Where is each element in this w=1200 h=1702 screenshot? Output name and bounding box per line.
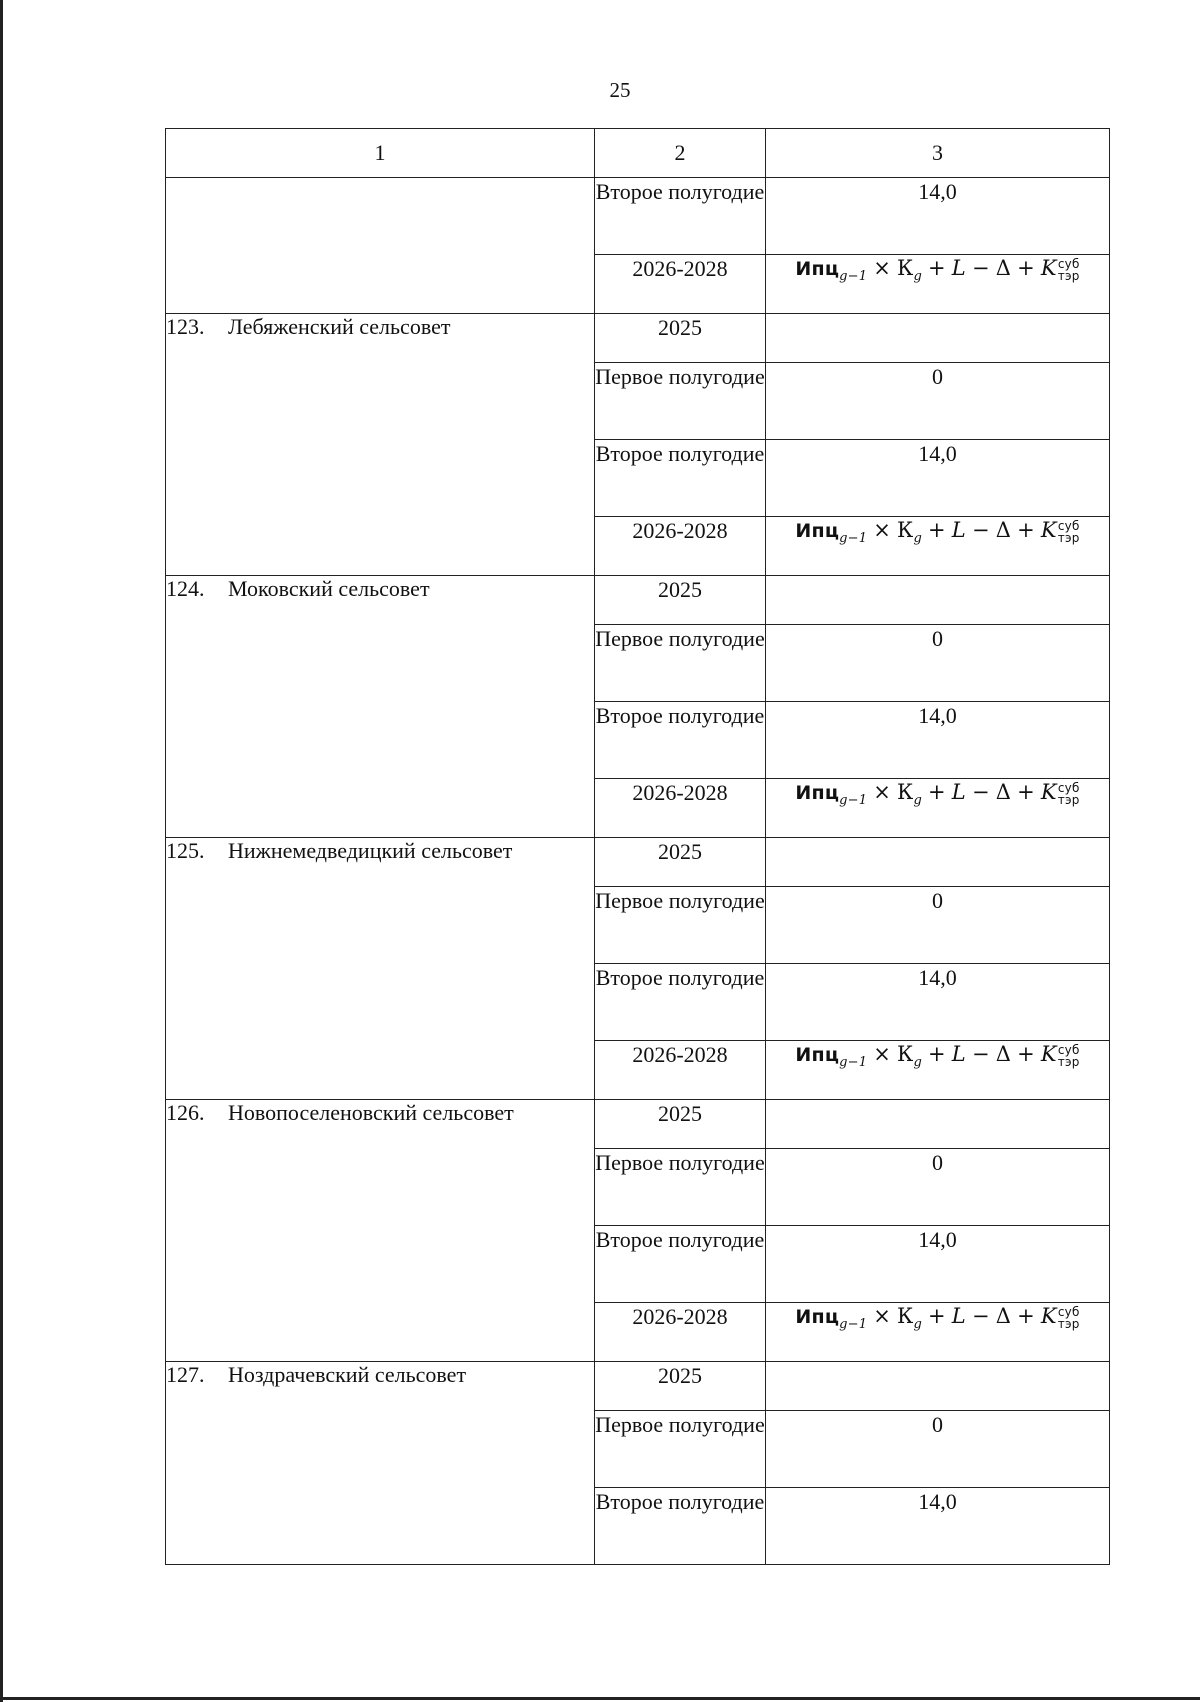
growth-formula xyxy=(795,1304,1079,1332)
formula-base-sub: g−1 xyxy=(839,531,868,546)
continuation-name-cell xyxy=(166,178,595,314)
formula-plus-2: + xyxy=(1017,1042,1035,1066)
formula-plus: + xyxy=(927,256,946,280)
formula-k-sub: g xyxy=(913,1317,922,1332)
formula-times: × xyxy=(873,1042,891,1066)
formula-base: Ипц xyxy=(795,1044,840,1066)
formula-kter: K xyxy=(1040,780,1057,804)
formula-kter-indices xyxy=(1058,782,1080,806)
formula-kter-sup: суб xyxy=(1057,519,1080,534)
period-cell: 2026-2028 xyxy=(595,255,766,314)
period-cell: Второе полугодие xyxy=(595,702,766,779)
formula-kter-sup: суб xyxy=(1057,1043,1080,1058)
growth-formula xyxy=(795,1042,1079,1070)
formula-delta: Δ xyxy=(995,1304,1012,1328)
formula-minus: − xyxy=(971,780,990,804)
formula-kter: K xyxy=(1040,1304,1057,1328)
period-cell: Второе полугодие xyxy=(595,1226,766,1303)
settlement-number: 125. xyxy=(166,838,205,863)
period-cell: Первое полугодие xyxy=(595,1149,766,1226)
growth-formula xyxy=(795,518,1079,546)
settlement-name: Новопоселеновский сельсовет xyxy=(228,1100,514,1125)
formula-k-sub: g xyxy=(913,1055,922,1070)
formula-kter-sup: суб xyxy=(1057,1305,1080,1320)
period-cell: 2025 xyxy=(595,1100,766,1149)
table-row xyxy=(166,178,1110,255)
formula-minus: − xyxy=(971,256,990,280)
settlement-name: Моковский сельсовет xyxy=(228,576,430,601)
value-cell xyxy=(766,1100,1110,1149)
formula-base: Ипц xyxy=(795,1306,840,1328)
formula-plus: + xyxy=(927,780,946,804)
formula-k: К xyxy=(897,1304,914,1328)
formula-base: Ипц xyxy=(795,782,840,804)
formula-kter-sub: тэр xyxy=(1057,1317,1080,1332)
period-cell: 2025 xyxy=(595,838,766,887)
period-cell: 2025 xyxy=(595,314,766,363)
formula-times: × xyxy=(873,518,891,542)
formula-minus: − xyxy=(971,518,990,542)
value-cell: 14,0 xyxy=(766,440,1110,517)
header-col-2: 2 xyxy=(595,129,766,178)
tariff-table xyxy=(165,128,1110,1565)
period-cell: Первое полугодие xyxy=(595,887,766,964)
table-row xyxy=(166,1362,1110,1411)
formula-base-sub: g−1 xyxy=(839,269,868,284)
formula-kter: K xyxy=(1040,256,1057,280)
period-cell: 2026-2028 xyxy=(595,1041,766,1100)
settlement-name-cell xyxy=(166,1362,595,1565)
settlement-name: Лебяженский сельсовет xyxy=(228,314,451,339)
formula-cell xyxy=(766,517,1110,576)
settlement-name-cell xyxy=(166,1100,595,1362)
formula-kter-indices xyxy=(1058,520,1080,544)
formula-plus-2: + xyxy=(1017,518,1035,542)
settlement-number: 124. xyxy=(166,576,205,601)
value-cell: 0 xyxy=(766,625,1110,702)
formula-plus: + xyxy=(927,1304,946,1328)
formula-times: × xyxy=(873,1304,891,1328)
growth-formula xyxy=(795,256,1079,284)
value-cell: 0 xyxy=(766,1411,1110,1488)
formula-l: L xyxy=(951,780,966,804)
period-cell: 2025 xyxy=(595,576,766,625)
value-cell: 0 xyxy=(766,1149,1110,1226)
formula-k: К xyxy=(897,518,914,542)
formula-cell xyxy=(766,255,1110,314)
formula-base-sub: g−1 xyxy=(839,793,868,808)
formula-times: × xyxy=(873,256,891,280)
period-cell: Второе полугодие xyxy=(595,964,766,1041)
value-cell xyxy=(766,838,1110,887)
formula-delta: Δ xyxy=(995,1042,1012,1066)
formula-k: К xyxy=(897,780,914,804)
formula-kter-indices xyxy=(1058,1306,1080,1330)
formula-times: × xyxy=(873,780,891,804)
table-row xyxy=(166,576,1110,625)
formula-kter-sub: тэр xyxy=(1057,531,1080,546)
formula-plus: + xyxy=(927,518,946,542)
value-cell xyxy=(766,314,1110,363)
value-cell: 14,0 xyxy=(766,702,1110,779)
table-row xyxy=(166,1100,1110,1149)
period-cell: Второе полугодие xyxy=(595,1488,766,1565)
formula-kter-sub: тэр xyxy=(1057,793,1080,808)
formula-k-sub: g xyxy=(913,269,922,284)
formula-l: L xyxy=(951,1042,966,1066)
period-cell: 2026-2028 xyxy=(595,517,766,576)
settlement-name-cell xyxy=(166,314,595,576)
formula-l: L xyxy=(951,1304,966,1328)
settlement-number: 123. xyxy=(166,314,205,339)
page-number: 25 xyxy=(609,78,631,102)
formula-minus: − xyxy=(971,1304,990,1328)
settlement-name-cell xyxy=(166,576,595,838)
formula-minus: − xyxy=(971,1042,990,1066)
formula-plus-2: + xyxy=(1017,1304,1035,1328)
formula-cell xyxy=(766,1041,1110,1100)
formula-kter: K xyxy=(1040,518,1057,542)
formula-cell xyxy=(766,779,1110,838)
formula-base: Ипц xyxy=(795,520,840,542)
formula-plus: + xyxy=(927,1042,946,1066)
period-cell: Второе полугодие xyxy=(595,178,766,255)
value-cell: 0 xyxy=(766,363,1110,440)
value-cell xyxy=(766,576,1110,625)
value-cell: 14,0 xyxy=(766,1488,1110,1565)
formula-kter-indices xyxy=(1058,258,1080,282)
period-cell: Первое полугодие xyxy=(595,1411,766,1488)
formula-delta: Δ xyxy=(995,256,1012,280)
value-cell: 14,0 xyxy=(766,178,1110,255)
period-cell: Второе полугодие xyxy=(595,440,766,517)
formula-kter-sup: суб xyxy=(1057,257,1080,272)
formula-kter: K xyxy=(1040,1042,1057,1066)
settlement-number: 127. xyxy=(166,1362,205,1387)
value-cell: 14,0 xyxy=(766,1226,1110,1303)
period-cell: Первое полугодие xyxy=(595,363,766,440)
period-cell: Первое полугодие xyxy=(595,625,766,702)
growth-formula xyxy=(795,780,1079,808)
formula-k: К xyxy=(897,256,914,280)
formula-base: Ипц xyxy=(795,258,840,280)
formula-l: L xyxy=(951,256,966,280)
settlement-number: 126. xyxy=(166,1100,205,1125)
header-col-3: 3 xyxy=(766,129,1110,178)
settlement-name-cell xyxy=(166,838,595,1100)
scan-edge-bottom xyxy=(0,1697,1200,1700)
header-row xyxy=(166,129,1110,178)
value-cell: 14,0 xyxy=(766,964,1110,1041)
formula-kter-sub: тэр xyxy=(1057,269,1080,284)
period-cell: 2026-2028 xyxy=(595,779,766,838)
settlement-name: Нижнемедведицкий сельсовет xyxy=(228,838,513,863)
formula-kter-indices xyxy=(1058,1044,1080,1068)
settlement-name: Ноздрачевский сельсовет xyxy=(228,1362,467,1387)
value-cell xyxy=(766,1362,1110,1411)
table-body xyxy=(166,129,1110,1565)
formula-k: К xyxy=(897,1042,914,1066)
formula-kter-sub: тэр xyxy=(1057,1055,1080,1070)
formula-base-sub: g−1 xyxy=(839,1055,868,1070)
table-row xyxy=(166,838,1110,887)
formula-k-sub: g xyxy=(913,793,922,808)
formula-plus-2: + xyxy=(1017,256,1035,280)
value-cell: 0 xyxy=(766,887,1110,964)
header-col-1: 1 xyxy=(166,129,595,178)
table-row xyxy=(166,314,1110,363)
formula-cell xyxy=(766,1303,1110,1362)
formula-base-sub: g−1 xyxy=(839,1317,868,1332)
formula-k-sub: g xyxy=(913,531,922,546)
period-cell: 2025 xyxy=(595,1362,766,1411)
formula-delta: Δ xyxy=(995,518,1012,542)
scan-edge-left xyxy=(0,0,3,1702)
formula-plus-2: + xyxy=(1017,780,1035,804)
period-cell: 2026-2028 xyxy=(595,1303,766,1362)
formula-delta: Δ xyxy=(995,780,1012,804)
formula-kter-sup: суб xyxy=(1057,781,1080,796)
formula-l: L xyxy=(951,518,966,542)
